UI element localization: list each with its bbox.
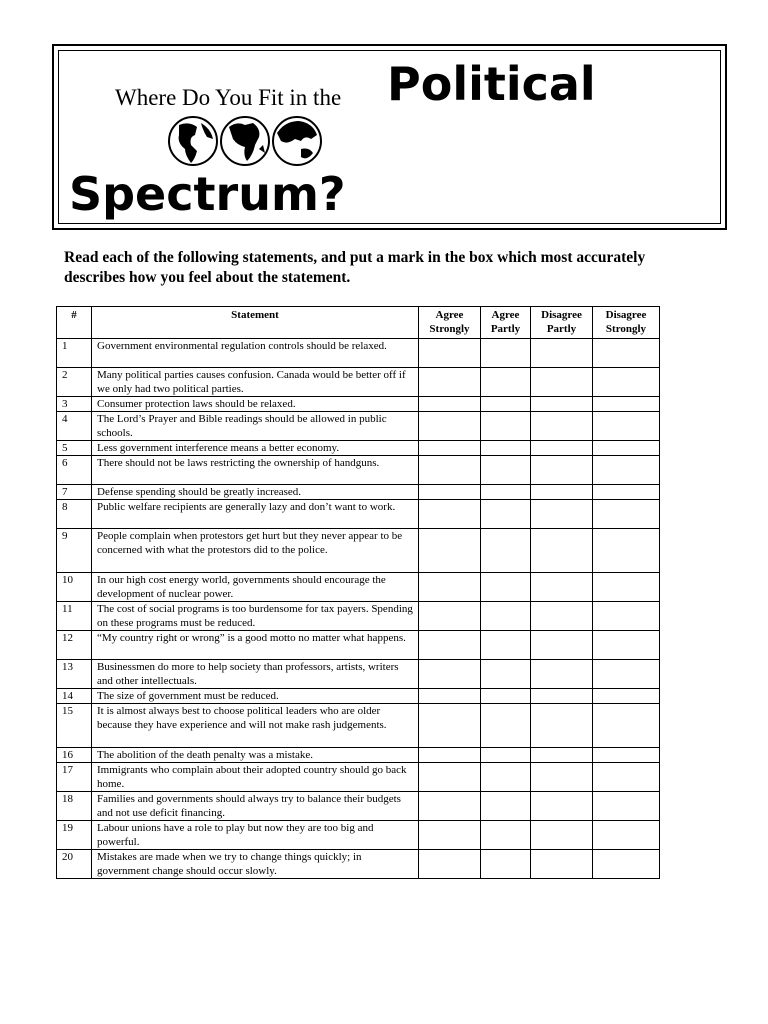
table-row bbox=[57, 850, 660, 879]
table-row bbox=[57, 573, 660, 602]
answer-box-disagree-partly[interactable] bbox=[531, 748, 593, 763]
row-number: 6 bbox=[57, 456, 92, 485]
row-statement: The cost of social programs is too burdensome for tax payers. Spending on these programs must be reduced. bbox=[92, 602, 419, 631]
answer-box-agree-partly[interactable] bbox=[481, 660, 531, 689]
answer-box-disagree-partly[interactable] bbox=[531, 500, 593, 529]
answer-box-agree-strongly[interactable] bbox=[419, 792, 481, 821]
table-row bbox=[57, 792, 660, 821]
answer-box-disagree-partly[interactable] bbox=[531, 339, 593, 368]
answer-box-disagree-strongly[interactable] bbox=[593, 485, 660, 500]
title-box bbox=[52, 44, 727, 230]
title-inner-border bbox=[58, 50, 721, 224]
answer-box-disagree-partly[interactable] bbox=[531, 456, 593, 485]
answer-box-disagree-strongly[interactable] bbox=[593, 689, 660, 704]
row-statement: Many political parties causes confusion. Canada would be better off if we only had two political parties. bbox=[92, 368, 419, 397]
table-row bbox=[57, 339, 660, 368]
answer-box-disagree-strongly[interactable] bbox=[593, 441, 660, 456]
answer-box-agree-partly[interactable] bbox=[481, 602, 531, 631]
answer-box-disagree-strongly[interactable] bbox=[593, 660, 660, 689]
header-disagree-partly: Disagree Partly bbox=[531, 307, 593, 339]
answer-box-disagree-strongly[interactable] bbox=[593, 704, 660, 748]
row-number: 3 bbox=[57, 397, 92, 412]
row-statement: Businessmen do more to help society than professors, artists, writers and other intellectuals. bbox=[92, 660, 419, 689]
table-row bbox=[57, 441, 660, 456]
row-number: 10 bbox=[57, 573, 92, 602]
row-number: 19 bbox=[57, 821, 92, 850]
row-statement: The Lord’s Prayer and Bible readings should be allowed in public schools. bbox=[92, 412, 419, 441]
row-statement: Immigrants who complain about their adopted country should go back home. bbox=[92, 763, 419, 792]
answer-box-disagree-partly[interactable] bbox=[531, 397, 593, 412]
row-statement: Public welfare recipients are generally lazy and don’t want to work. bbox=[92, 500, 419, 529]
table-row bbox=[57, 748, 660, 763]
answer-box-agree-strongly[interactable] bbox=[419, 631, 481, 660]
row-statement: In our high cost energy world, governments should encourage the development of nuclear power. bbox=[92, 573, 419, 602]
row-statement: It is almost always best to choose political leaders who are older because they have experience and will not make rash judgements. bbox=[92, 704, 419, 748]
answer-box-disagree-partly[interactable] bbox=[531, 631, 593, 660]
answer-box-agree-strongly[interactable] bbox=[419, 500, 481, 529]
globe-icons bbox=[167, 115, 323, 167]
answer-box-disagree-partly[interactable] bbox=[531, 368, 593, 397]
table-row bbox=[57, 631, 660, 660]
answer-box-agree-partly[interactable] bbox=[481, 397, 531, 412]
row-number: 15 bbox=[57, 704, 92, 748]
answer-box-agree-strongly[interactable] bbox=[419, 485, 481, 500]
row-statement: People complain when protestors get hurt but they never appear to be concerned with what the protestors did to the police. bbox=[92, 529, 419, 573]
answer-box-agree-partly[interactable] bbox=[481, 631, 531, 660]
table-row bbox=[57, 529, 660, 573]
row-statement: “My country right or wrong” is a good motto no matter what happens. bbox=[92, 631, 419, 660]
header-num: # bbox=[57, 307, 92, 339]
answer-box-agree-strongly[interactable] bbox=[419, 763, 481, 792]
answer-box-agree-strongly[interactable] bbox=[419, 850, 481, 879]
table-row bbox=[57, 500, 660, 529]
row-number: 1 bbox=[57, 339, 92, 368]
answer-box-agree-partly[interactable] bbox=[481, 763, 531, 792]
header-agree-strongly: Agree Strongly bbox=[419, 307, 481, 339]
row-number: 4 bbox=[57, 412, 92, 441]
answer-box-agree-partly[interactable] bbox=[481, 441, 531, 456]
answer-box-disagree-strongly[interactable] bbox=[593, 500, 660, 529]
answer-box-disagree-strongly[interactable] bbox=[593, 456, 660, 485]
answer-box-disagree-strongly[interactable] bbox=[593, 529, 660, 573]
answer-box-agree-partly[interactable] bbox=[481, 689, 531, 704]
answer-box-disagree-strongly[interactable] bbox=[593, 412, 660, 441]
answer-box-disagree-strongly[interactable] bbox=[593, 748, 660, 763]
row-number: 12 bbox=[57, 631, 92, 660]
row-statement: Mistakes are made when we try to change things quickly; in government change should occur slowly. bbox=[92, 850, 419, 879]
table-row bbox=[57, 689, 660, 704]
answer-box-disagree-strongly[interactable] bbox=[593, 397, 660, 412]
answer-box-disagree-partly[interactable] bbox=[531, 763, 593, 792]
globe-asia-icon bbox=[271, 115, 323, 167]
header-statement: Statement bbox=[92, 307, 419, 339]
row-statement: Less government interference means a better economy. bbox=[92, 441, 419, 456]
row-number: 7 bbox=[57, 485, 92, 500]
answer-box-agree-strongly[interactable] bbox=[419, 397, 481, 412]
answer-box-agree-partly[interactable] bbox=[481, 529, 531, 573]
answer-box-agree-partly[interactable] bbox=[481, 850, 531, 879]
answer-box-disagree-strongly[interactable] bbox=[593, 821, 660, 850]
answer-box-agree-strongly[interactable] bbox=[419, 529, 481, 573]
answer-box-agree-partly[interactable] bbox=[481, 456, 531, 485]
title-political: Political bbox=[387, 57, 596, 111]
answer-box-agree-strongly[interactable] bbox=[419, 602, 481, 631]
row-statement: Defense spending should be greatly increased. bbox=[92, 485, 419, 500]
answer-box-agree-partly[interactable] bbox=[481, 485, 531, 500]
row-statement: There should not be laws restricting the ownership of handguns. bbox=[92, 456, 419, 485]
table-row bbox=[57, 763, 660, 792]
answer-box-disagree-partly[interactable] bbox=[531, 792, 593, 821]
answer-box-disagree-partly[interactable] bbox=[531, 602, 593, 631]
answer-box-agree-partly[interactable] bbox=[481, 821, 531, 850]
globe-americas-icon bbox=[167, 115, 219, 167]
answer-box-agree-strongly[interactable] bbox=[419, 456, 481, 485]
answer-box-agree-strongly[interactable] bbox=[419, 689, 481, 704]
answer-box-disagree-strongly[interactable] bbox=[593, 339, 660, 368]
table-row bbox=[57, 704, 660, 748]
instructions: Read each of the following statements, and put a mark in the box which most accurately describes how you feel about the statement. bbox=[64, 249, 646, 286]
table-header-row bbox=[57, 307, 660, 339]
answer-box-agree-partly[interactable] bbox=[481, 792, 531, 821]
answer-box-disagree-partly[interactable] bbox=[531, 441, 593, 456]
answer-box-agree-partly[interactable] bbox=[481, 573, 531, 602]
answer-box-agree-strongly[interactable] bbox=[419, 704, 481, 748]
table-row bbox=[57, 368, 660, 397]
answer-box-disagree-partly[interactable] bbox=[531, 704, 593, 748]
header-disagree-strongly: Disagree Strongly bbox=[593, 307, 660, 339]
answer-box-disagree-partly[interactable] bbox=[531, 660, 593, 689]
row-statement: The abolition of the death penalty was a mistake. bbox=[92, 748, 419, 763]
globe-africa-icon bbox=[219, 115, 271, 167]
row-number: 11 bbox=[57, 602, 92, 631]
answer-box-agree-strongly[interactable] bbox=[419, 412, 481, 441]
row-number: 8 bbox=[57, 500, 92, 529]
survey-table bbox=[56, 306, 660, 879]
row-statement: Consumer protection laws should be relaxed. bbox=[92, 397, 419, 412]
answer-box-agree-strongly[interactable] bbox=[419, 748, 481, 763]
answer-box-disagree-strongly[interactable] bbox=[593, 602, 660, 631]
row-number: 9 bbox=[57, 529, 92, 573]
answer-box-disagree-strongly[interactable] bbox=[593, 850, 660, 879]
answer-box-disagree-strongly[interactable] bbox=[593, 763, 660, 792]
row-number: 16 bbox=[57, 748, 92, 763]
title-line1: Where Do You Fit in the bbox=[115, 85, 342, 110]
row-number: 17 bbox=[57, 763, 92, 792]
table-row bbox=[57, 412, 660, 441]
answer-box-disagree-strongly[interactable] bbox=[593, 368, 660, 397]
answer-box-disagree-partly[interactable] bbox=[531, 689, 593, 704]
row-number: 2 bbox=[57, 368, 92, 397]
row-number: 18 bbox=[57, 792, 92, 821]
answer-box-agree-partly[interactable] bbox=[481, 704, 531, 748]
answer-box-agree-partly[interactable] bbox=[481, 412, 531, 441]
title-spectrum: Spectrum? bbox=[69, 167, 346, 221]
table-row bbox=[57, 456, 660, 485]
answer-box-disagree-strongly[interactable] bbox=[593, 631, 660, 660]
answer-box-agree-partly[interactable] bbox=[481, 339, 531, 368]
answer-box-agree-strongly[interactable] bbox=[419, 368, 481, 397]
row-statement: Labour unions have a role to play but now they are too big and powerful. bbox=[92, 821, 419, 850]
answer-box-disagree-partly[interactable] bbox=[531, 821, 593, 850]
answer-box-agree-partly[interactable] bbox=[481, 500, 531, 529]
survey-body bbox=[57, 339, 660, 879]
answer-box-disagree-partly[interactable] bbox=[531, 529, 593, 573]
table-row bbox=[57, 660, 660, 689]
answer-box-agree-strongly[interactable] bbox=[419, 339, 481, 368]
answer-box-disagree-strongly[interactable] bbox=[593, 792, 660, 821]
answer-box-disagree-partly[interactable] bbox=[531, 850, 593, 879]
row-number: 5 bbox=[57, 441, 92, 456]
table-row bbox=[57, 602, 660, 631]
table-row bbox=[57, 821, 660, 850]
answer-box-disagree-partly[interactable] bbox=[531, 412, 593, 441]
answer-box-agree-strongly[interactable] bbox=[419, 821, 481, 850]
answer-box-disagree-strongly[interactable] bbox=[593, 573, 660, 602]
answer-box-agree-partly[interactable] bbox=[481, 368, 531, 397]
table-row bbox=[57, 397, 660, 412]
answer-box-agree-partly[interactable] bbox=[481, 748, 531, 763]
answer-box-agree-strongly[interactable] bbox=[419, 573, 481, 602]
header-agree-partly: Agree Partly bbox=[481, 307, 531, 339]
row-statement: Families and governments should always try to balance their budgets and not use deficit financing. bbox=[92, 792, 419, 821]
row-statement: The size of government must be reduced. bbox=[92, 689, 419, 704]
row-number: 14 bbox=[57, 689, 92, 704]
answer-box-disagree-partly[interactable] bbox=[531, 573, 593, 602]
answer-box-agree-strongly[interactable] bbox=[419, 441, 481, 456]
answer-box-disagree-partly[interactable] bbox=[531, 485, 593, 500]
row-number: 20 bbox=[57, 850, 92, 879]
row-statement: Government environmental regulation controls should be relaxed. bbox=[92, 339, 419, 368]
table-row bbox=[57, 485, 660, 500]
answer-box-agree-strongly[interactable] bbox=[419, 660, 481, 689]
row-number: 13 bbox=[57, 660, 92, 689]
